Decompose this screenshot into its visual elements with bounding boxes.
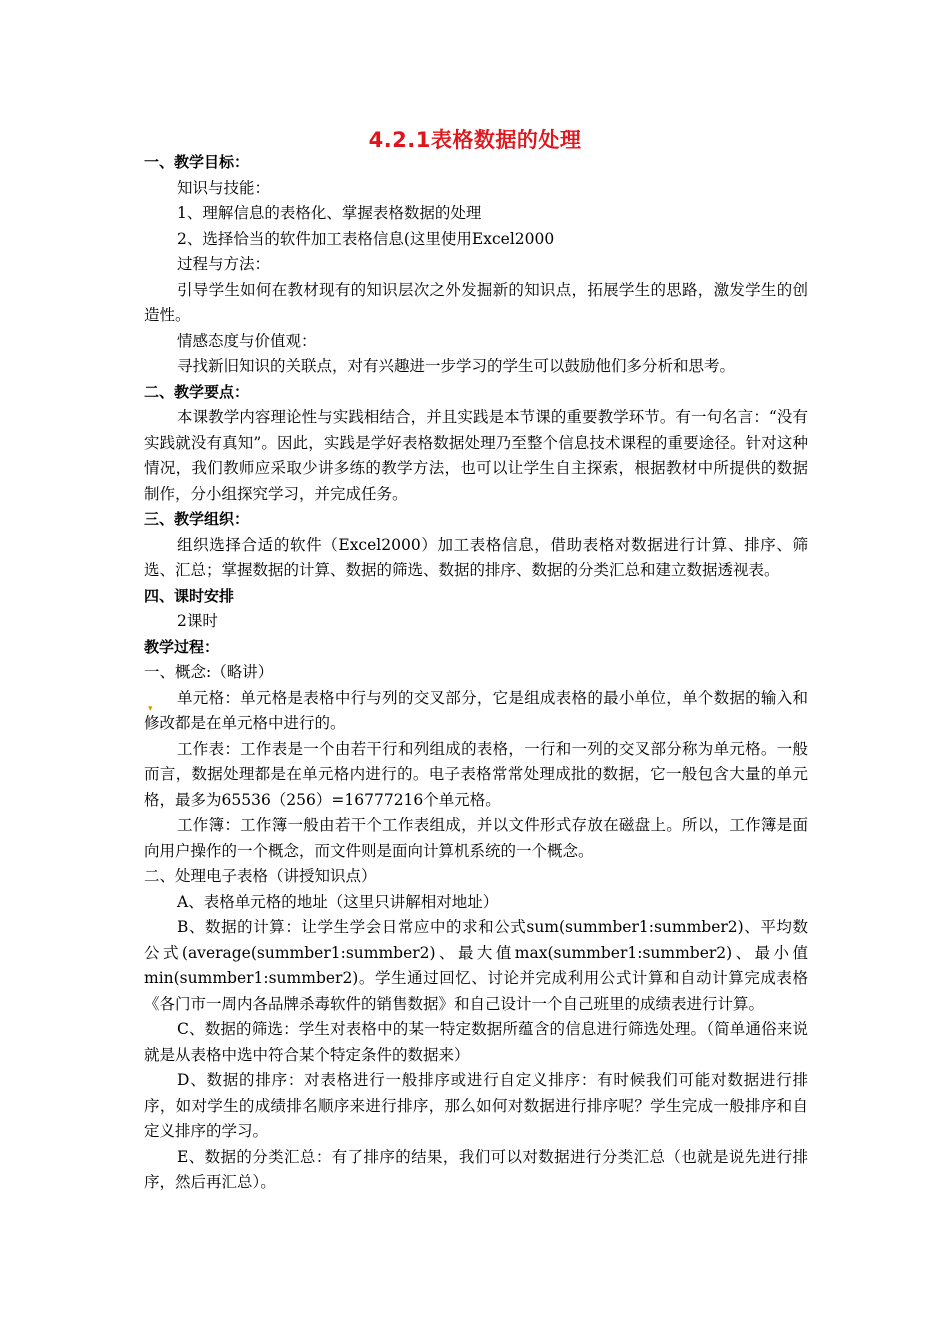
document-body	[144, 150, 808, 1196]
objective-item-2: 2、选择恰当的软件加工表格信息(这里使用Excel2000	[177, 229, 555, 248]
concept-heading: 一、概念:（略讲）	[144, 663, 274, 681]
organization-text: 组织选择合适的软件（Excel2000）加工表格信息，借助表格对数据进行计算、排序、筛选、汇总；掌握数据的计算、数据的筛选、数据的排序、数据的分类汇总和建立数据透视表。	[144, 535, 808, 579]
spreadsheet-processing-heading: 二、处理电子表格（讲授知识点）	[144, 867, 377, 885]
process-method-label: 过程与方法：	[177, 255, 271, 273]
objective-item-1: 1、理解信息的表格化、掌握表格数据的处理	[177, 204, 482, 222]
key-points-text: 本课教学内容理论性与实践相结合，并且实践是本节课的重要教学环节。有一句名言：“没有实践就没有真知”。因此，实践是学好表格数据处理乃至整个信息技术课程的重要途径。针对这种情况，我们教师应采取少讲多练的教学方法，也可以让学生自主探索，根据教材中所提供的数据制作，分小组探究学习，并完成任务。	[144, 408, 808, 503]
knowledge-skills-label: 知识与技能：	[177, 178, 271, 197]
section-key-points-heading: 二、教学要点：	[144, 382, 250, 401]
cell-definition: 单元格：单元格是表格中行与列的交叉部分，它是组成表格的最小单位，单个数据的输入和修改都是在单元格中进行的。	[144, 688, 808, 732]
process-method-text: 引导学生如何在教材现有的知识层次之外发掘新的知识点，拓展学生的思路，激发学生的创造性。	[144, 280, 808, 324]
emotion-values-label: 情感态度与价值观：	[177, 331, 317, 350]
workbook-definition: 工作簿：工作簿一般由若干个工作表组成，并以文件形式存放在磁盘上。所以，工作簿是面向用户操作的一个概念，而文件则是面向计算机系统的一个概念。	[144, 816, 808, 860]
point-d-text: D、数据的排序：对表格进行一般排序或进行自定义排序：有时候我们可能对数据进行排序，如对学生的成绩排名顺序来进行排序，那么如何对数据进行排序呢？学生完成一般排序和自定义排序的学习。	[144, 1071, 808, 1140]
point-c-text: C、数据的筛选：学生对表格中的某一特定数据所蕴含的信息进行筛选处理。（简单通俗来说就是从表格中选中符合某个特定条件的数据来）	[144, 1020, 808, 1064]
document-title: 4.2.1表格数据的处理	[368, 128, 582, 152]
point-e-text: E、数据的分类汇总：有了排序的结果，我们可以对数据进行分类汇总（也就是说先进行排序，然后再汇总）。	[144, 1147, 808, 1191]
schedule-text: 2课时	[177, 612, 218, 630]
worksheet-definition: 工作表：工作表是一个由若干行和列组成的表格，一行和一列的交叉部分称为单元格。一般而言，数据处理都是在单元格内进行的。电子表格常常处理成批的数据，它一般包含大量的单元格，最多为65536（256）=16777216个单元格。	[144, 739, 808, 809]
stray-mark: ▾	[148, 704, 153, 714]
point-b-text: B、数据的计算：让学生学会日常应中的求和公式sum(summber1:summber2)、平均数公式(average(summber1:summber2)、最大值max(summber1:summber2)、最小值min(summber1:summber2)。学生通过回忆、讨论并完成利用公式计算和自动计算完成表格《各门市一周内各品牌杀毒软件的销售数据》和自己设计一个自己班里的成绩表进行计算。	[144, 918, 808, 1013]
section-organization-heading: 三、教学组织：	[144, 510, 250, 528]
point-a-text: A、表格单元格的地址（这里只讲解相对地址）	[177, 892, 499, 911]
section-objectives-heading: 一、教学目标：	[144, 153, 250, 171]
emotion-values-text: 寻找新旧知识的关联点，对有兴趣进一步学习的学生可以鼓励他们多分析和思考。	[177, 357, 736, 375]
section-schedule-heading: 四、课时安排	[144, 586, 235, 605]
section-process-heading: 教学过程：	[144, 637, 220, 656]
